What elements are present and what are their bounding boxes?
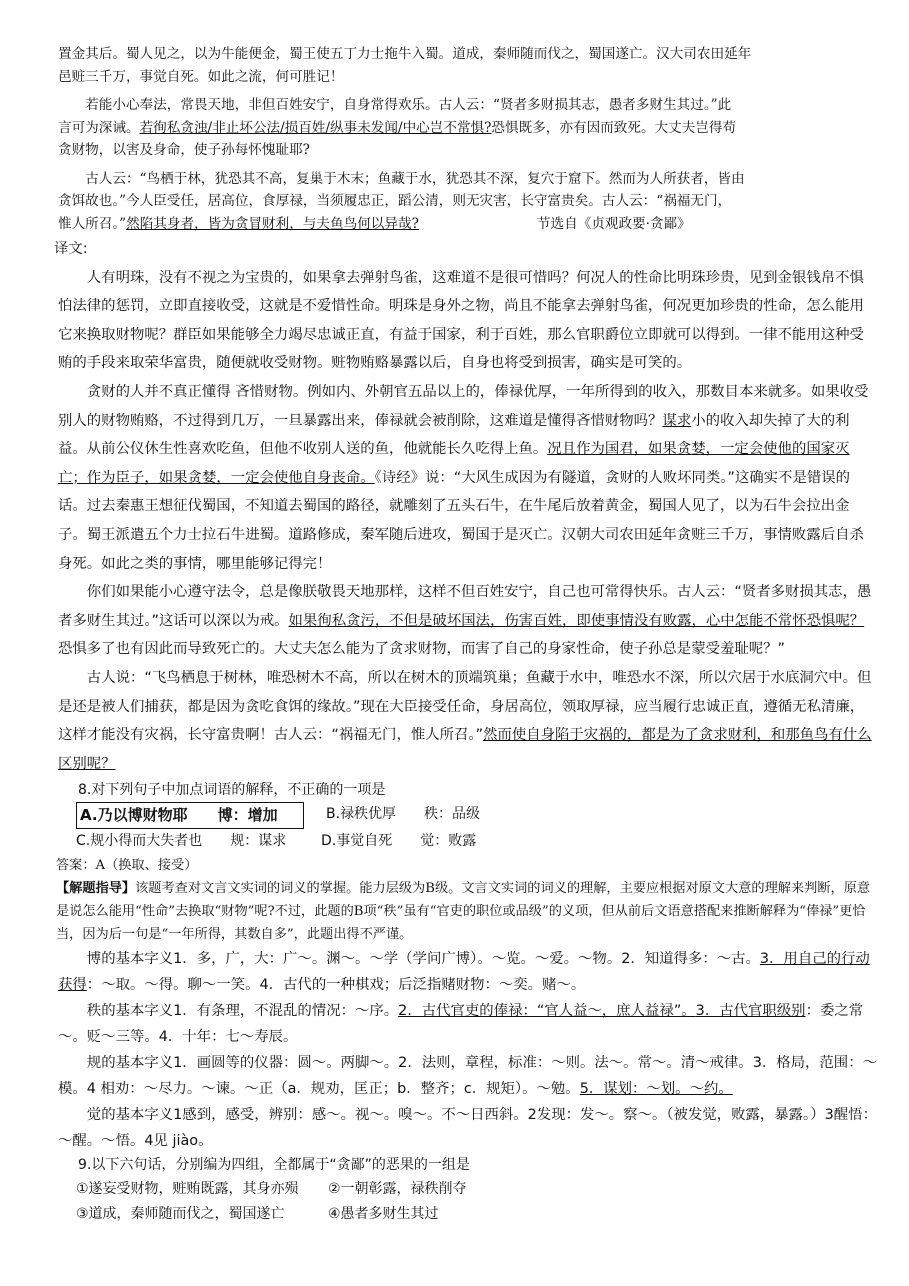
options-row [76, 802, 878, 829]
passage-text: 恐惧既多，亦有因而致死。大丈夫岂得苟 [491, 119, 737, 136]
passage-text: 言可为深诫。 [58, 119, 140, 136]
passage-line: 贪财物，以害及身命，使子孙每怀愧耻耶? [58, 142, 310, 158]
option-d: D.事觉自死 觉：败露 [321, 833, 477, 850]
passage-paragraph: 古人云：“鸟栖于林，犹恐其不高，复巢于木末；鱼藏于水，犹恐其不深，复穴于窟下。然而为人所获者，皆由 [85, 170, 745, 187]
translation-text: 《诗经》说：“大风生成因为有隧道，贪财的人败坏同类。”这确实不是错误的话。过去秦惠王想征伐蜀国，不知道去蜀国的路径，就雕刻了五头石牛，在牛尾后放着黄金，蜀国人见了，以为石牛会拉出金子。蜀王派遣五个力士拉石牛进蜀。道路修成，秦军随后进攻，蜀国于是灭亡。汉朝大司农田延年贪赃三千万，事情败露后自杀身死。如此之类的事情，哪里能够记得完！ [58, 469, 864, 572]
passage-line: 置金其后。蜀人见之，以为牛能便金，蜀王使五丁力士拖牛入蜀。道成，秦师随而伐之，蜀国遂亡。汉大司农田延年 [58, 46, 752, 62]
source-citation: 节选自《贞观政要·贪鄙》 [536, 215, 691, 232]
options-row [76, 1202, 878, 1227]
passage-paragraph [58, 117, 878, 140]
translation-paragraph [58, 578, 878, 664]
marked-definition: 3．用自己的行动获得 [58, 951, 870, 994]
guide-tag: 【解题指导】 [56, 881, 136, 897]
option-a: A.乃以博财物耶 博：增加 [76, 802, 304, 829]
definition-text: 秩的基本字义1．有条理，不混乱的情况：～序。 [86, 1003, 399, 1020]
translation-text: 恐惧多了也有因此而导致死亡的。大丈夫怎么能为了贪求财物，而害了自己的身家性命，使子孙总是蒙受羞耻呢？” [58, 641, 785, 658]
option-3: ③道成，秦师随而伐之，蜀国遂亡 [76, 1206, 285, 1223]
question-9 [58, 1154, 878, 1227]
guide-text: 该题考查对文言文实词的词义的掌握。能力层级为B级。文言文实词的词义的理解，主要应根据对原文大意的理解来判断，原意是说怎么能用“性命”去换取“财物”呢?不过，此题的B项“秩”虽有“官吏的职位或品级”的义项，但从前后文语意搭配来推断解释为“俸禄”更恰当，因为后一句是“一年所得，其数自多”，此题出得不严谨。 [56, 881, 871, 943]
question-stem: 8.对下列句子中加点词语的解释，不正确的一项是 [78, 782, 386, 799]
option-4: ④愚者多财生其过 [328, 1206, 439, 1223]
definition-text: ：～取。～得。聊～一笑。4．古代的一种棋戏；后泛指赌财物：～奕。赌～。 [86, 977, 586, 994]
translation-label: 译文: [54, 241, 88, 257]
marked-sentence: 然陷其身者，皆为贪冒财利，与夫鱼鸟何以异哉? [126, 215, 419, 232]
translation-text: 你们如果能小心遵守法令，总是像朕敬畏天地那样，这样不但百姓安宁，自己也可常得快乐。古人云：“贤者多财损其志，愚者多财生其过。”这话可以深以为戒。 [58, 584, 872, 629]
passage-text: 惟人所召。” [58, 215, 127, 232]
passage-paragraph [58, 94, 878, 117]
marked-definition: 3．古代官职级别 [695, 1003, 806, 1020]
translation-text: 古人说：“飞鸟栖息于树林，唯恐树木不高，所以在树木的顶端筑巢；鱼藏于水中，唯恐水不深，所以穴居于水底洞穴中。但是还是被人们捕获，都是因为贪吃食饵的缘故。”现在大臣接受任命，身居高位，领取厚禄，应当履行忠诚正直，遵循无私清廉，这样才能没有灾祸，长守富贵啊！古人云：“祸福无门，惟人所召。” [58, 669, 872, 744]
translation-paragraph: 人有明珠，没有不视之为宝贵的，如果拿去弹射鸟雀，这难道不是很可惜吗？何况人的性命比明珠珍贵，见到金银钱帛不惧怕法律的惩罚，立即直接收受，这就是不爱惜性命。明珠是身外之物，尚且不能拿去弹射鸟雀，何况更加珍贵的性命，怎么能用它来换取财物呢？群臣如果能够全力竭尽忠诚正直，有益于国家，利于百姓，那么官职爵位立即就可以得到。一律不能用这种受贿的手段来取荣华富贵，随便就收受财物。赃物贿赂暴露以后，自身也将受到损害，确实是可笑的。 [58, 269, 864, 372]
question-8 [58, 778, 878, 1154]
option-2: ②一朝彰露，禄秩削夺 [328, 1181, 467, 1198]
marked-sentence: 如果徇私贪污，不但是破坏国法，伤害百姓，即使事情没有败露，心中怎能不常怀恐惧呢？ [288, 612, 865, 629]
solution-guide [56, 877, 878, 946]
passage-line [58, 213, 878, 236]
marked-sentence: 然而使自身陷于灾 [483, 727, 599, 744]
marked-definition: 2．古代官吏的俸禄：“官人益～，庶人益禄”。 [398, 1003, 696, 1020]
options-row [76, 829, 878, 854]
marked-definition: 5．谋划：～划。 [579, 1081, 690, 1098]
option-b: B.禄秩优厚 秩：品级 [326, 806, 481, 823]
definition-text: 博的基本字义1．多，广，大：广～。渊～。～学（学问广博）。～览。～爱。～物。2．知道得多：～古。 [86, 951, 760, 968]
passage-line: 贪饵故也。”今人臣受任，居高位，食厚禄，当须履忠正，蹈公清，则无灾害，长守富贵矣。古人云：“祸福无门， [58, 193, 732, 209]
passage-line: 邑赃三千万，事觉自死。如此之流，何可胜记！ [58, 68, 344, 85]
options-row [76, 1177, 878, 1202]
definition-bo [58, 946, 878, 998]
definition-jue: 觉的基本字义1感到，感受，辨别：感～。视～。嗅～。不～日西斜。2发现：发～。察～。（被发觉，败露，暴露。）3醒悟：～醒。～悟。4见 jiào。 [58, 1107, 877, 1150]
definition-gui [58, 1050, 878, 1102]
definition-text: ：委之常～。贬～三等。4．十年：七～寿辰。 [58, 1003, 864, 1046]
option-1: ①遂妄受财物，赃贿既露，其身亦殒 [76, 1181, 299, 1198]
marked-sentence: 祸的，都是为了贪求财利，和那鱼鸟有什么区别呢？ [58, 727, 872, 772]
classical-passage [58, 0, 878, 235]
marked-word: 谋求 [662, 412, 692, 429]
translation-section [54, 235, 878, 778]
definition-zhi [58, 998, 878, 1050]
question-stem: 9.以下六句话，分别编为四组，全都属于“贪鄙”的恶果的一组是 [78, 1157, 470, 1174]
translation-text: 贪财的人并不真正懂得 吝惜财物。例如内、外朝官五品以上的，俸禄优厚，一年所得到的收入，那数目本来就多。如果收受别人的财物贿赂，不过得到几万，一旦暴露出来，俸禄就会被削除，这难道是懂得吝惜财物吗？ [58, 383, 869, 429]
translation-paragraph [58, 664, 878, 778]
marked-sentence: 若徇私贪浊/非止坏公法/损百姓/纵事未发闻/中心岂不常惧? [139, 119, 492, 136]
translation-paragraph [58, 378, 878, 578]
answer: 答案：A（换取、接受） [56, 858, 198, 874]
option-c: C.规小得而大失者也 规：谋求 [76, 833, 287, 850]
translation-text: 小的收入却失掉了大的利益。从前公仪休生性喜欢吃鱼，但他不收别人送的鱼，他就能长久吃得上鱼。 [58, 412, 850, 458]
definition-text: 规的基本字义1．画圆等的仪器：圆～。两脚～。2．法则，章程，标准：～则。法～。常～。清～戒律。3．格局，范围：～模。4 相劝：～尽力。～谏。～正（a．规劝，匡正；b．整齐；c．规矩）。～勉。 [58, 1055, 877, 1098]
passage-text: 若能小心奉法，常畏天地，非但百姓安宁，自身常得欢乐。古人云：“贤者多财损其志，愚者多财生其过。”此 [85, 97, 732, 113]
marked-sentence: 况且作为国君，如果贪婪，一定会使他的国家灭亡；作为臣子，如果贪婪，一定会使他自身丧命。 [58, 441, 850, 486]
document-page [54, 0, 878, 1227]
marked-definition: ～约。 [689, 1081, 733, 1098]
